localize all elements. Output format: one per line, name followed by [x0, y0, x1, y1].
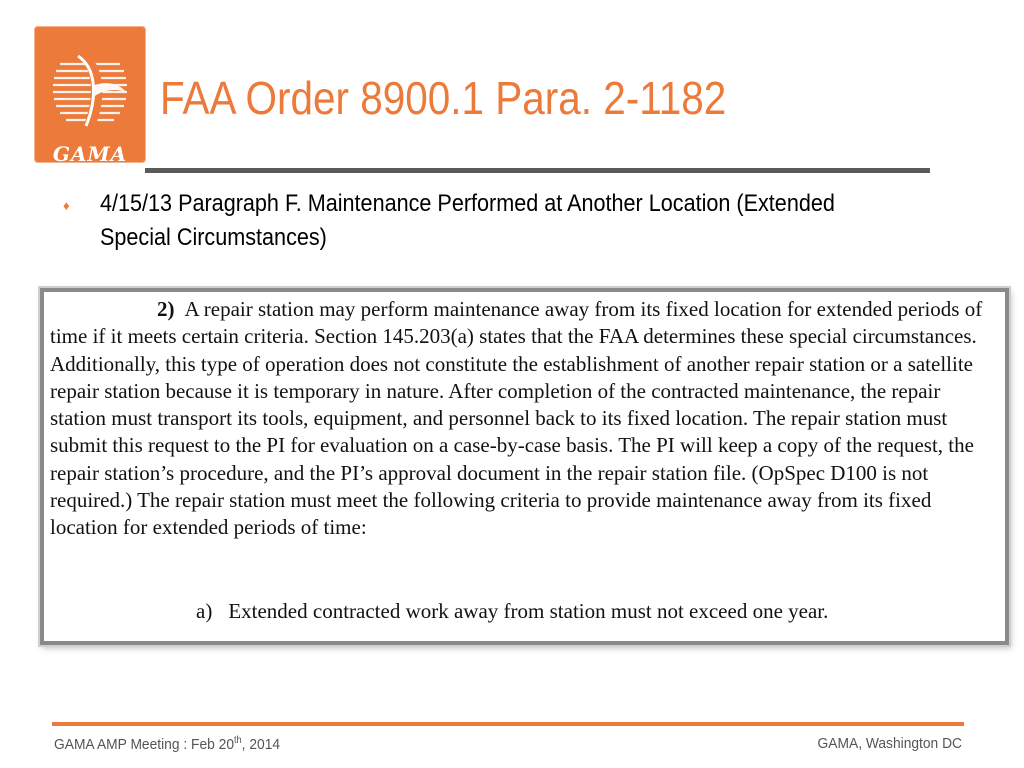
gama-logo [34, 26, 146, 166]
page-title: FAA Order 8900.1 Para. 2-1182 [160, 72, 727, 124]
item-letter: a) [196, 599, 213, 623]
footer-meeting-info [54, 735, 280, 753]
logo-text: GAMA [52, 142, 128, 166]
criteria-item [196, 598, 828, 625]
footer-divider [52, 722, 964, 726]
footer-left-suffix: , 2014 [241, 736, 281, 753]
footer-left-sup: th [234, 735, 242, 746]
document-excerpt-box [40, 288, 1009, 645]
footer-left-prefix: GAMA AMP Meeting : Feb 20 [54, 736, 235, 753]
title-divider [145, 168, 930, 173]
item-text: Extended contracted work away from station must not exceed one year. [228, 599, 829, 623]
footer-location: GAMA, Washington DC [817, 735, 962, 752]
gama-globe-logo-icon [34, 26, 146, 144]
diamond-bullet-icon: ♦ [63, 198, 70, 213]
document-paragraph [50, 296, 1000, 542]
paragraph-text: A repair station may perform maintenance away from its fixed location for extended periods of time if it meets certain criteria. Section 145.203(a) states that the FAA determines these special circumstances. Additionally, this type of operation does not constitute the establishment of another repair station or a satellite repair station because it is temporary in nature. After completion of the contracted maintenance, the repair station must transport its tools, equipment, and personnel back to its fixed location. The repair station must submit this request to the PI for evaluation on a case-by-case basis. The PI will keep a copy of the request, the repair station’s procedure, and the PI’s approval document in the repair station file. (OpSpec D100 is not required.) The repair station must meet the following criteria to provide maintenance away from its fixed location for extended periods of time: [50, 297, 983, 540]
paragraph-number: 2) [157, 297, 175, 321]
bullet-text: 4/15/13 Paragraph F. Maintenance Performed at Another Location (Extended Special Circumstances) [100, 190, 835, 251]
